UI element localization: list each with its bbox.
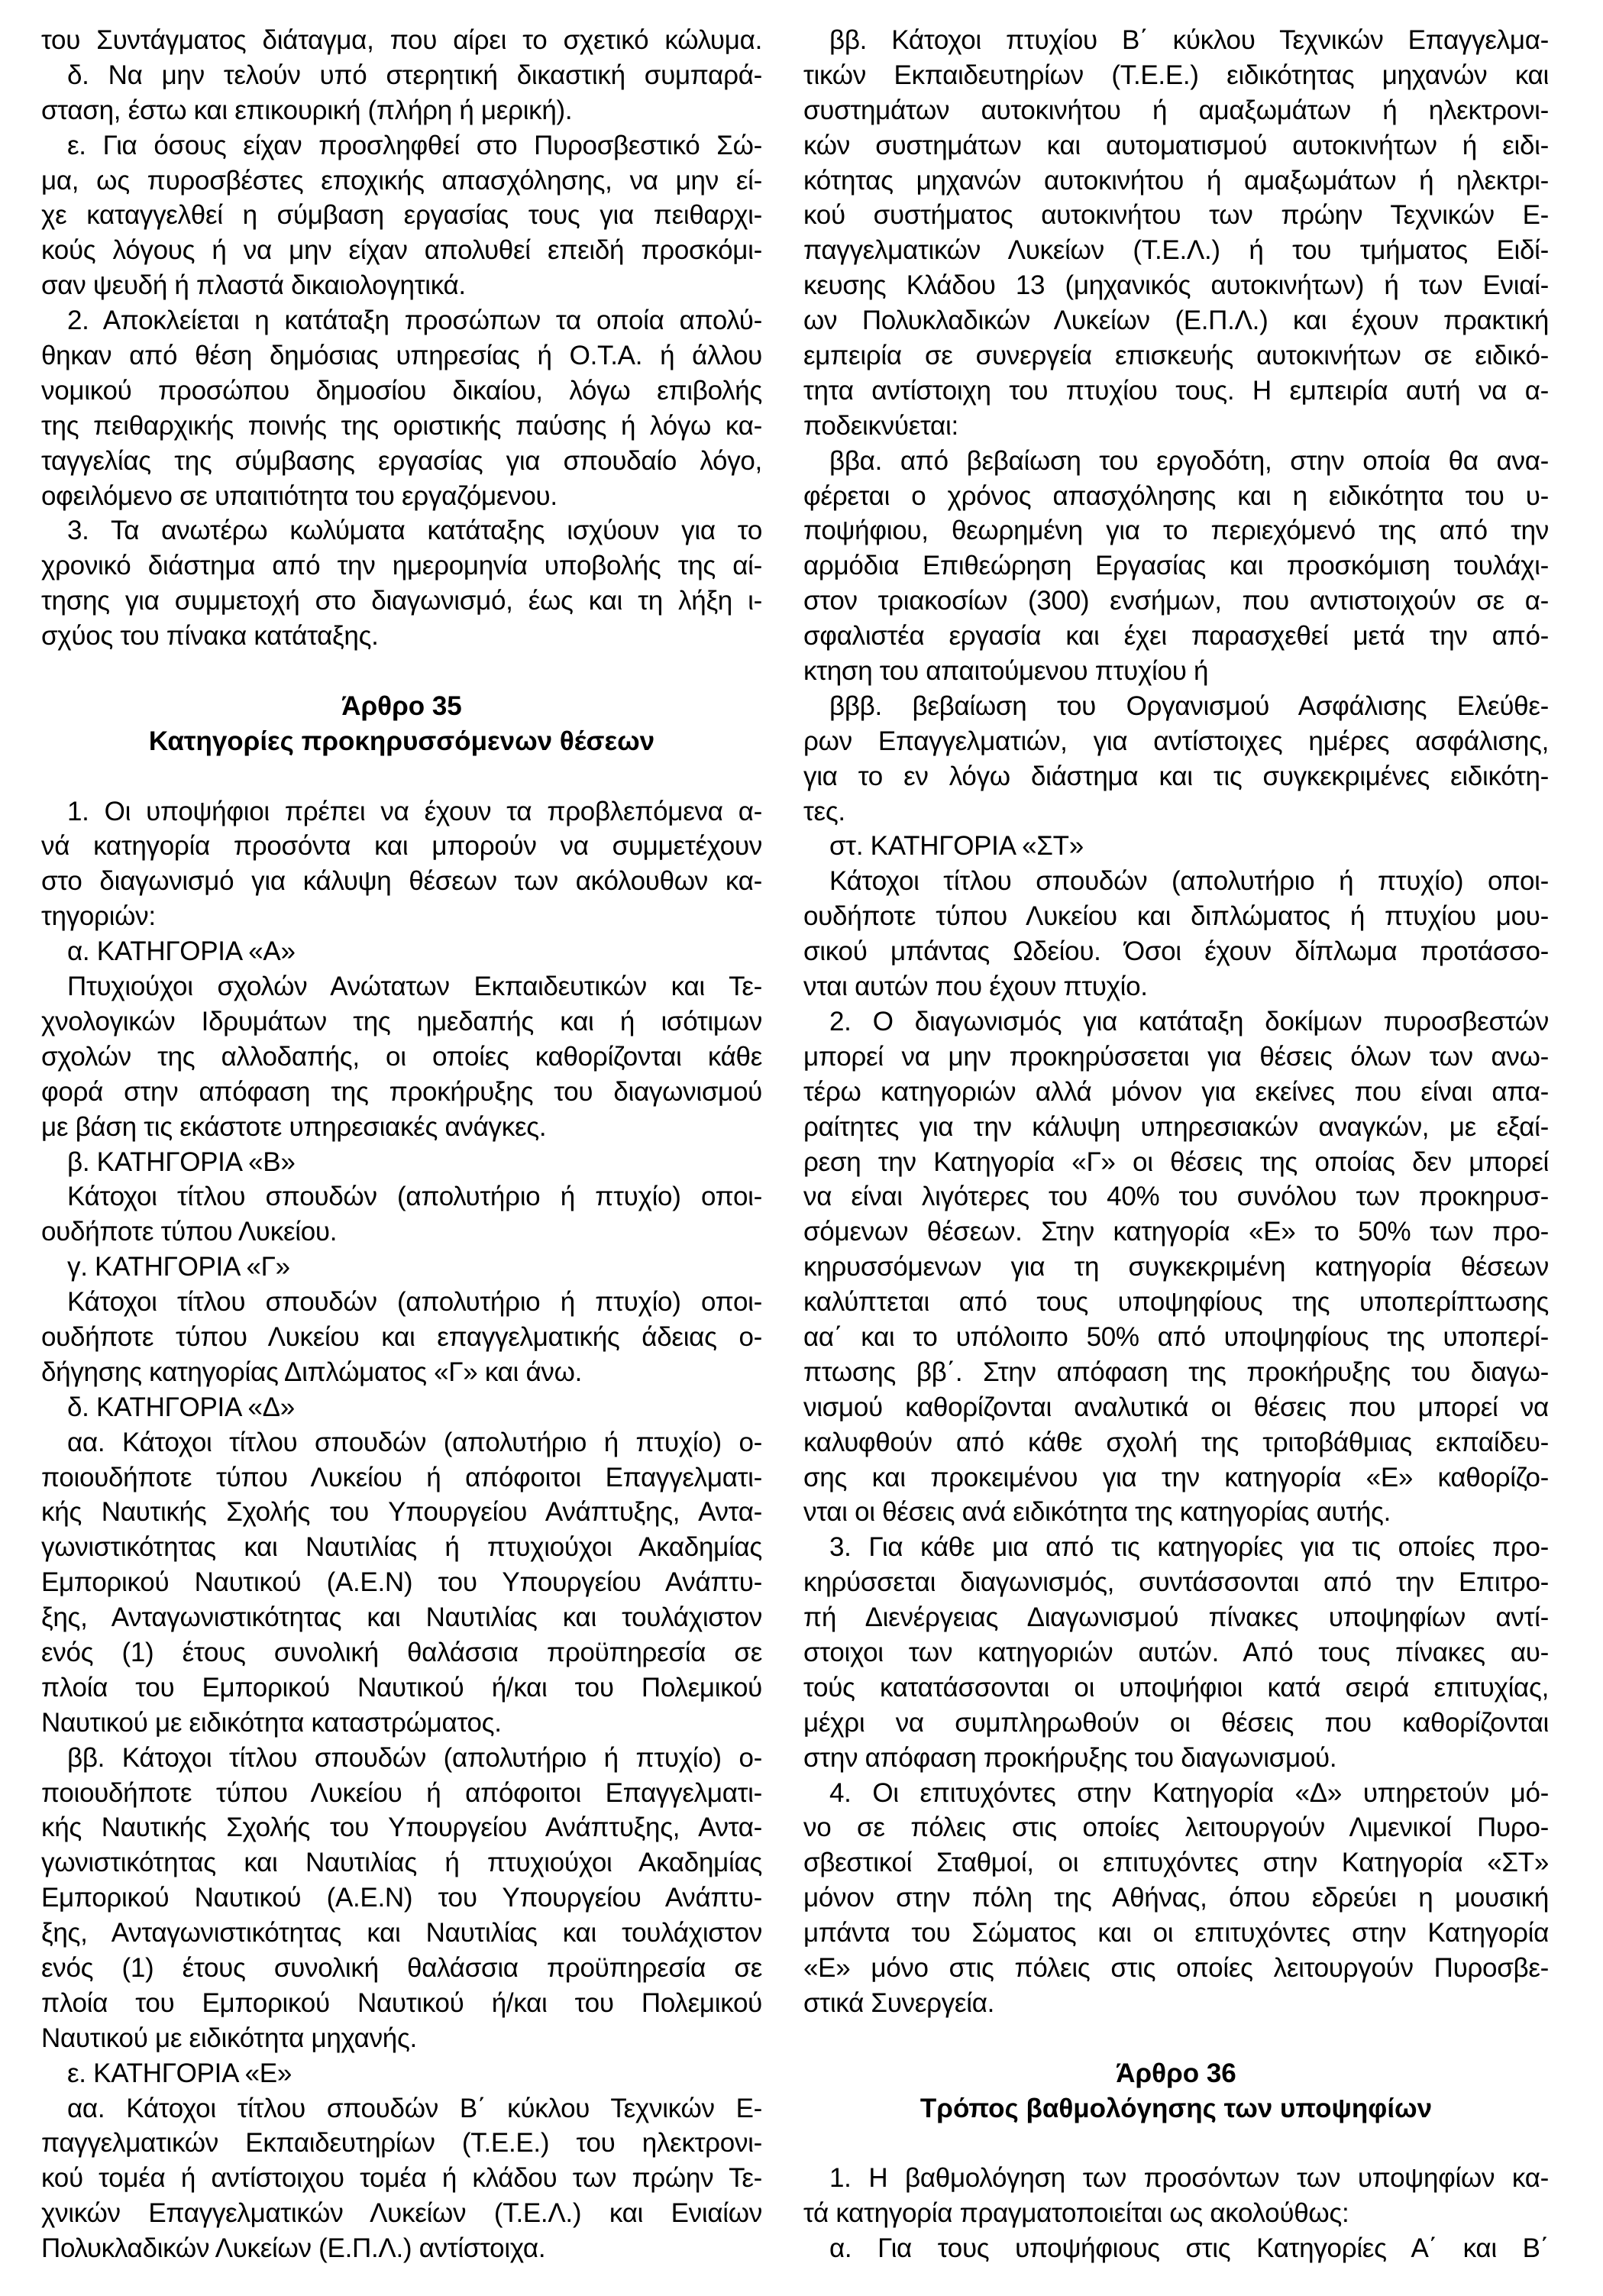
text-line: κού τομέα ή αντίστοιχου τομέα ή κλάδου των πρώην Τε- <box>41 2163 762 2194</box>
text-line: κηρύσσεται διαγωνισμός, συντάσσονται από την Επιτρο- <box>803 1567 1549 1598</box>
paragraph <box>41 128 762 303</box>
text-line: νται αυτών που έχουν πτυχίο. <box>803 972 1148 1002</box>
text-line: χρονικό διάστημα από την ημερομηνία υποβολής της αί- <box>41 551 762 581</box>
text-line: ββ. Κάτοχοι τίτλου σπουδών (απολυτήριο ή πτυχίο) ο- <box>67 1742 762 1773</box>
text-line: νά κατηγορία προσόντα και μπορούν να συμμετέχουν <box>41 831 762 862</box>
text-line: ποδεικνύεται: <box>803 410 958 441</box>
text-line: κού συστήματος αυτοκινήτου των πρώην Τεχνικών Ε- <box>803 200 1549 231</box>
text-line: μπορεί να μην προκηρύσσεται για θέσεις όλων των ανω- <box>803 1041 1549 1072</box>
text-line: καλύπτεται από τους υποψηφίους της υποπερίπτωσης <box>803 1287 1549 1318</box>
paragraph <box>41 1145 762 1180</box>
text-line: σαν ψευδή ή πλαστά δικαιολογητικά. <box>41 270 466 301</box>
paragraph <box>41 1250 762 1285</box>
text-line: μπάντα του Σώματος και οι επιτυχόντες στην Κατηγορία <box>803 1918 1549 1948</box>
text-line: κούς λόγους ή να μην είχαν απολυθεί επειδή προσκόμι- <box>41 235 762 266</box>
text-line: ποιουδήποτε τύπου Λυκείου ή απόφοιτοι Επαγγελματι- <box>41 1462 762 1492</box>
paragraph <box>41 1741 762 2056</box>
text-line: βββ. βεβαίωση του Οργανισμού Ασφάλισης Ελεύθε- <box>829 690 1549 721</box>
text-line: παγγελματικών Λυκείων (Τ.Ε.Λ.) ή του τμήματος Ειδί- <box>803 235 1549 266</box>
text-line: στικά Συνεργεία. <box>803 1987 995 2018</box>
text-line: κηρυσσόμενων για τη συγκεκριμένη κατηγορία θέσεων <box>803 1252 1549 1282</box>
text-line: συστημάτων αυτοκινήτου ή αμαξωμάτων ή ηλεκτρονι- <box>803 95 1549 125</box>
article-title: Κατηγορίες προκηρυσσόμενων θέσεων <box>148 726 655 756</box>
text-line: τες. <box>803 796 845 826</box>
text-line: τηγοριών: <box>41 901 156 932</box>
text-line: κτηση του απαιτούμενου πτυχίου ή <box>803 656 1209 687</box>
text-line: σχύος του πίνακα κατάταξης. <box>41 621 379 652</box>
text-line: Εμπορικού Ναυτικού (Α.Ε.Ν) του Υπουργείου Ανάπτυ- <box>41 1567 762 1598</box>
text-line: ενός (1) έτους συνολική θαλάσσια προϋπηρεσία σε <box>41 1952 762 1983</box>
text-line: ων Πολυκλαδικών Λυκείων (Ε.Π.Λ.) και έχουν πρακτική <box>803 306 1549 336</box>
text-line: νται οι θέσεις ανά ειδικότητα της κατηγορίας αυτής. <box>803 1497 1391 1528</box>
text-line: αρμόδια Επιθεώρηση Εργασίας και προσκόμιση τουλάχι- <box>803 551 1549 581</box>
text-line: στ. ΚΑΤΗΓΟΡΙΑ «ΣΤ» <box>829 831 1084 862</box>
paragraph <box>803 1530 1549 1775</box>
paragraph <box>803 1776 1549 2021</box>
text-line: 3. Τα ανωτέρω κωλύματα κατάταξης ισχύουν για το <box>67 516 762 546</box>
text-line: τητα αντίστοιχη του πτυχίου τους. Η εμπειρία αυτή να α- <box>803 375 1549 406</box>
text-line: Κάτοχοι τίτλου σπουδών (απολυτήριο ή πτυχίο) οποι- <box>67 1287 762 1318</box>
paragraph <box>803 2231 1549 2266</box>
text-line: στοιχοι των κατηγοριών αυτών. Από τους πίνακες αυ- <box>803 1637 1549 1667</box>
text-line: ε. ΚΑΤΗΓΟΡΙΑ «Ε» <box>67 2058 292 2088</box>
text-line: μέχρι να συμπληρωθούν οι θέσεις που καθορίζονται <box>803 1707 1549 1738</box>
text-line: να είναι λιγότερες του 40% του συνόλου των προκηρυσ- <box>803 1182 1549 1212</box>
paragraph <box>41 58 762 128</box>
text-line: τούς κατατάσσονται οι υποψήφιοι κατά σειρά επιτυχίας, <box>803 1672 1549 1703</box>
text-line: κής Ναυτικής Σχολής του Υπουργείου Ανάπτυξης, Αντα- <box>41 1497 762 1528</box>
paragraph <box>41 794 762 935</box>
text-line: Πτυχιούχοι σχολών Ανώτατων Εκπαιδευτικών και Τε- <box>67 972 762 1002</box>
text-line: με βάση τις εκάστοτε υπηρεσιακές ανάγκες. <box>41 1111 547 1142</box>
text-line: καλυφθούν από κάθε σχολή της τριτοβάθμιας εκπαίδευ- <box>803 1427 1549 1457</box>
text-line: σβεστικοί Σταθμοί, οι επιτυχόντες στην Κατηγορία «ΣΤ» <box>803 1848 1549 1878</box>
text-line: δήγησης κατηγορίας Διπλώματος «Γ» και άνω. <box>41 1357 583 1387</box>
text-line: 2. Αποκλείεται η κατάταξη προσώπων τα οποία απολύ- <box>67 306 762 336</box>
text-line: σφαλιστέα εργασία και έχει παρασχεθεί μετά την από- <box>803 621 1549 652</box>
paragraph <box>41 969 762 1144</box>
text-line: 1. Η βαθμολόγηση των προσόντων των υποψηφίων κα- <box>829 2163 1549 2194</box>
text-line: σχολών της αλλοδαπής, οι οποίες καθορίζονται κάθε <box>41 1041 762 1072</box>
text-line: τικών Εκπαιδευτηρίων (Τ.Ε.Ε.) ειδικότητας μηχανών και <box>803 60 1549 90</box>
text-line: πή Διενέργειας Διαγωνισμού πίνακες υποψηφίων αντί- <box>803 1602 1549 1633</box>
text-line: νομικού προσώπου δημοσίου δικαίου, λόγω επιβολής <box>41 375 762 406</box>
text-column-left <box>41 23 762 2266</box>
text-line: 2. Ο διαγωνισμός για κατάταξη δοκίμων πυροσβεστών <box>829 1006 1549 1036</box>
text-line: ε. Για όσους είχαν προσληφθεί στο Πυροσβεστικό Σώ- <box>67 130 762 160</box>
text-line: τησης για συμμετοχή στο διαγωνισμό, έως και τη λήξη ι- <box>41 586 762 616</box>
text-line: για το εν λόγω διάστημα και τις συγκεκριμένες ειδικότη- <box>803 761 1549 791</box>
paragraph <box>41 23 762 58</box>
text-line: φορά στην απόφαση της προκήρυξης του διαγωνισμού <box>41 1076 762 1107</box>
paragraph <box>803 864 1549 1004</box>
text-line: Κάτοχοι τίτλου σπουδών (απολυτήριο ή πτυχίο) οποι- <box>829 866 1549 897</box>
text-line: κών συστημάτων και αυτοματισμού αυτοκινήτων ή ειδι- <box>803 130 1549 160</box>
text-line: φέρεται ο χρόνος απασχόλησης και η ειδικότητα του υ- <box>803 480 1549 511</box>
text-line: στην απόφαση προκήρυξης του διαγωνισμού. <box>803 1742 1337 1773</box>
text-line: ξης, Ανταγωνιστικότητας και Ναυτιλίας και τουλάχιστον <box>41 1602 762 1633</box>
text-line: Ναυτικού με ειδικότητα καταστρώματος. <box>41 1707 502 1738</box>
text-line: χνικών Επαγγελματικών Λυκείων (Τ.Ε.Λ.) και Ενιαίων <box>41 2198 762 2229</box>
text-line: αα. Κάτοχοι τίτλου σπουδών Β΄ κύκλου Τεχνικών Ε- <box>67 2093 762 2123</box>
text-line: παγγελματικών Εκπαιδευτηρίων (Τ.Ε.Ε.) του ηλεκτρονι- <box>41 2128 762 2159</box>
text-line: γωνιστικότητας και Ναυτιλίας ή πτυχιούχοι Ακαδημίας <box>41 1532 762 1563</box>
text-line: «Ε» μόνο στις πόλεις στις οποίες λειτουργούν Πυροσβε- <box>803 1952 1549 1983</box>
text-line: κευσης Κλάδου 13 (μηχανικός αυτοκινήτων) ή των Ενιαί- <box>803 270 1549 301</box>
text-line: 1. Οι υποψήφιοι πρέπει να έχουν τα προβλεπόμενα α- <box>67 796 762 826</box>
text-line: νισμού καθορίζονται αναλυτικά οι θέσεις που μπορεί να <box>803 1392 1549 1422</box>
text-line: Κάτοχοι τίτλου σπουδών (απολυτήριο ή πτυχίο) οποι- <box>67 1182 762 1212</box>
paragraph <box>803 1004 1549 1530</box>
text-line: μα, ως πυροσβέστες εποχικής απασχόλησης, να μην εί- <box>41 165 762 196</box>
paragraph <box>41 2091 762 2266</box>
text-line: αα΄ και το υπόλοιπο 50% από υποψηφίους της υποπερί- <box>803 1321 1549 1352</box>
text-line: θηκαν από θέση δημόσιας υπηρεσίας ή Ο.Τ.Α. ή άλλου <box>41 341 762 371</box>
text-line: τέρω κατηγοριών αλλά μόνον για εκείνες που είναι απα- <box>803 1076 1549 1107</box>
text-line: 4. Οι επιτυχόντες στην Κατηγορία «Δ» υπηρετούν μό- <box>829 1777 1549 1808</box>
article-heading <box>803 2056 1549 2126</box>
text-line: α. ΚΑΤΗΓΟΡΙΑ «Α» <box>67 936 296 967</box>
text-line: σης και προκειμένου για την κατηγορία «Ε» καθορίζο- <box>803 1462 1549 1492</box>
text-line: χνολογικών Ιδρυμάτων της ημεδαπής και ή ισότιμων <box>41 1006 762 1036</box>
text-line: σικού μπάντας Ωδείου. Όσοι έχουν δίπλωμα προτάσσο- <box>803 936 1549 967</box>
text-line: ρων Επαγγελματιών, για αντίστοιχες ημέρες ασφάλισης, <box>803 726 1549 756</box>
text-line: ραίτητες για την κάλυψη υπηρεσιακών αναγκών, με εξαί- <box>803 1111 1549 1142</box>
paragraph <box>41 1285 762 1390</box>
text-line: α. Για τους υποψήφιους στις Κατηγορίες Α΄ και Β΄ <box>829 2233 1549 2264</box>
text-line: ουδήποτε τύπου Λυκείου και επαγγελματικής άδειας ο- <box>41 1321 762 1352</box>
text-line: Πολυκλαδικών Λυκείων (Ε.Π.Λ.) αντίστοιχα. <box>41 2233 546 2264</box>
text-line: ρεση την Κατηγορία «Γ» οι θέσεις της οποίας δεν μπορεί <box>803 1146 1549 1177</box>
paragraph <box>41 2056 762 2091</box>
text-line: γ. ΚΑΤΗΓΟΡΙΑ «Γ» <box>67 1252 290 1282</box>
text-line: γωνιστικότητας και Ναυτιλίας ή πτυχιούχοι Ακαδημίας <box>41 1848 762 1878</box>
text-line: οφειλόμενο σε υπαιτιότητα του εργαζόμενου. <box>41 480 557 511</box>
text-line: ββα. από βεβαίωση του εργοδότη, στην οποία θα ανα- <box>829 445 1549 476</box>
text-line: μόνον στην πόλη της Αθήνας, όπου εδρεύει η μουσική <box>803 1883 1549 1913</box>
text-line: β. ΚΑΤΗΓΟΡΙΑ «Β» <box>67 1146 296 1177</box>
paragraph <box>41 513 762 654</box>
text-line: πτωσης ββ΄. Στην απόφαση της προκήρυξης του διαγω- <box>803 1357 1549 1387</box>
text-line: στο διαγωνισμό για κάλυψη θέσεων των ακόλουθων κα- <box>41 866 762 897</box>
article-number: Άρθρο 36 <box>1116 2058 1236 2088</box>
text-line: ταγγελίας της σύμβασης εργασίας για σπουδαίο λόγο, <box>41 445 762 476</box>
paragraph <box>41 1390 762 1425</box>
paragraph <box>41 934 762 969</box>
text-line: ββ. Κάτοχοι πτυχίου Β΄ κύκλου Τεχνικών Επαγγελμα- <box>829 25 1549 55</box>
paragraph <box>803 2161 1549 2231</box>
text-line: δ. ΚΑΤΗΓΟΡΙΑ «Δ» <box>67 1392 295 1422</box>
text-line: εμπειρία σε συνεργεία επισκευής αυτοκινήτων σε ειδικό- <box>803 341 1549 371</box>
text-line: σόμενων θέσεων. Στην κατηγορία «Ε» το 50% των προ- <box>803 1217 1549 1247</box>
text-line: του Συντάγματος διάταγμα, που αίρει το σχετικό κώλυμα. <box>41 25 762 55</box>
text-line: δ. Να μην τελούν υπό στερητική δικαστική συμπαρά- <box>67 60 762 90</box>
text-line: κότητας μηχανών αυτοκινήτου ή αμαξωμάτων ή ηλεκτρι- <box>803 165 1549 196</box>
text-line: ουδήποτε τύπου Λυκείου και διπλώματος ή πτυχίου μου- <box>803 901 1549 932</box>
text-line: ουδήποτε τύπου Λυκείου. <box>41 1217 338 1247</box>
article-title: Τρόπος βαθμολόγησης των υποψηφίων <box>919 2093 1433 2123</box>
paragraph <box>41 1425 762 1741</box>
text-line: 3. Για κάθε μια από τις κατηγορίες για τις οποίες προ- <box>829 1532 1549 1563</box>
text-line: τά κατηγορία πραγματοποιείται ως ακολούθως: <box>803 2198 1349 2229</box>
text-line: νο σε πόλεις στις οποίες λειτουργούν Λιμενικοί Πυρο- <box>803 1813 1549 1843</box>
text-column-right <box>803 23 1549 2266</box>
text-line: αα. Κάτοχοι τίτλου σπουδών (απολυτήριο ή πτυχίο) ο- <box>67 1427 762 1457</box>
paragraph <box>803 689 1549 829</box>
article-heading <box>41 689 762 759</box>
paragraph <box>803 23 1549 444</box>
text-line: Ναυτικού με ειδικότητα μηχανής. <box>41 2023 417 2053</box>
paragraph <box>803 444 1549 689</box>
text-line: σταση, έστω και επικουρική (πλήρη ή μερική). <box>41 95 573 125</box>
text-line: ποιουδήποτε τύπου Λυκείου ή απόφοιτοι Επαγγελματι- <box>41 1777 762 1808</box>
text-line: στον τριακοσίων (300) ενσήμων, που αντιστοιχούν σε α- <box>803 586 1549 616</box>
text-line: ξης, Ανταγωνιστικότητας και Ναυτιλίας και τουλάχιστον <box>41 1918 762 1948</box>
text-line: χε καταγγελθεί η σύμβαση εργασίας τους για πειθαρχι- <box>41 200 762 231</box>
text-line: ενός (1) έτους συνολική θαλάσσια προϋπηρεσία σε <box>41 1637 762 1667</box>
article-number: Άρθρο 35 <box>341 690 462 721</box>
text-line: κής Ναυτικής Σχολής του Υπουργείου Ανάπτυξης, Αντα- <box>41 1813 762 1843</box>
text-line: πλοία του Εμπορικού Ναυτικού ή/και του Πολεμικού <box>41 1672 762 1703</box>
text-line: Εμπορικού Ναυτικού (Α.Ε.Ν) του Υπουργείου Ανάπτυ- <box>41 1883 762 1913</box>
paragraph <box>803 829 1549 864</box>
paragraph <box>41 303 762 513</box>
text-line: πλοία του Εμπορικού Ναυτικού ή/και του Πολεμικού <box>41 1987 762 2018</box>
text-line: της πειθαρχικής ποινής της οριστικής παύσης ή λόγω κα- <box>41 410 762 441</box>
paragraph <box>41 1179 762 1250</box>
text-line: ποψήφιου, θεωρημένη για το περιεχόμενό της από την <box>803 516 1549 546</box>
